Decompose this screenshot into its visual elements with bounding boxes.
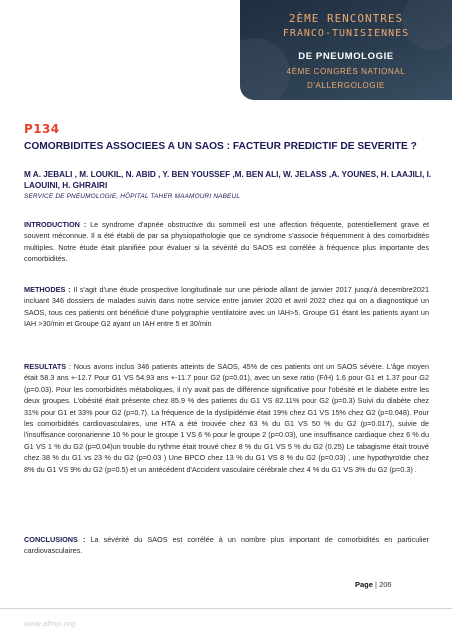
affiliation: SERVICE DE PNEUMOLOGIE, HÔPITAL TAHER MAAMOURI NABEUL bbox=[24, 193, 241, 200]
event-line-1: 2ÈME RENCONTRES bbox=[288, 12, 404, 25]
abstract-title: COMORBIDITES ASSOCIEES A UN SAOS : FACTEUR PREDICTIF DE SEVERITE ? bbox=[24, 141, 417, 152]
banner-decoration bbox=[402, 0, 452, 50]
page-number-value: 206 bbox=[379, 580, 392, 589]
conclusions-section bbox=[24, 534, 429, 557]
section-text: : Nous avons inclus 346 patients atteints de SAOS, 45% de ces patients ont un SAOS sévère. L'âge moyen était 58.3 ans +-12.7 Pour G1 VS 54.93 ans +-11.7 pour G2 (p=0.01), avec un sexe ratio (F/H) 1.6 pour G1 et 1.37 pour G2 (p=0.03). Pour les comorbidités métaboliques, il n'y avait pas de différence significative pour l'obésité et le diabète entre les deux groupes. L'obésité était présente chez 85.9 % des patients du G1 VS 82.11% pour G2 (p=0.3) Suivi du diabète chez 31% pour G1 et 33% pour G2 (p=0.7). La fréquence de la dyslipidémie était 19% chez G1 VS 15% chez G2 (p=0.048). Pour les comorbidités cardiovasculaires, une HTA a été trouvée chez 63 % du G1 VS 50 % du G2 (p=0.017), suivie de l'insuffisance coronarienne 10 % pour le groupe 1 VS 6 % pour le groupe 2 (p=0.03), une insuffisance cardiaque chez 6 % du G1 VS 1 % du G2 (p=0.04)un trouble du rythme était trouvé chez 8 % du G1 VS 5 % du G2 (0.25) Le tabagisme était trouvé chez 38 % du G1 vs 23 % du G2 (p=0.03 ) Une BPCO chez 13 % du G1 VS 8 % du G2 (p=0.03) , une hypothyroïdie chez 8% du G1 VS 9% du G2 (p=0.5) et un antécédent d'Accident vasculaire cérébrale chez 4 % du G1 VS 3% du G2 (p=0.3) . bbox=[24, 362, 430, 474]
event-line-2: FRANCO-TUNISIENNES bbox=[282, 28, 410, 39]
section-text: Il s'agit d'une étude prospective longitudinale sur une période allant de janvier 2017 jusqu'à decembre2021 incluant 346 dossiers de malades suivis dans notre service entre janvier 2020 et avril 2022 chez qui on a diagnostiqué un SAOS, tous ces patients ont bénéficié d'une polygraphie ventilatoire avec un IAH>5. Groupe G1 étant les patients ayant un IAH >30/min et Groupe G2 ayant un IAH entre 5 et 30/min bbox=[24, 285, 430, 329]
section-text: La sévérité du SAOS est corrélée à un nombre plus important de comorbidités en particulier cardiovasculaires. bbox=[24, 535, 429, 556]
section-label: CONCLUSIONS : bbox=[24, 535, 86, 544]
event-line-5: D'ALLERGOLOGIE bbox=[307, 81, 385, 90]
results-section bbox=[24, 361, 429, 475]
introduction-section bbox=[24, 219, 429, 265]
page-number bbox=[355, 580, 392, 589]
event-line-4: 4ÈME CONGRÈS NATIONAL bbox=[286, 67, 406, 76]
author-list: M A. JEBALI , M. LOUKIL, N. ABID , Y. BEN YOUSSEF ,M. BEN ALI, W. JELASS ,A. YOUNES, H. LAAJILI, I. LAOUINI, H. GHRAIRI bbox=[24, 170, 432, 190]
website-link[interactable]: www.aftnp.org bbox=[24, 619, 76, 628]
page-separator: | bbox=[375, 580, 377, 589]
section-text: Le syndrome d'apnée obstructive du sommeil est une affection fréquente, potentiellement grave et souvent méconnue. Il a été établi de par sa physiopathologie que ce syndrome s'associe fréquemment à des comorbidités multiples. Notre étude était planifiée pour évaluer si la sévérité du SAOS est corrélée à fréquence plus importante des comorbidités. bbox=[24, 220, 429, 264]
section-label: METHODES : bbox=[24, 285, 71, 294]
congress-banner bbox=[240, 0, 452, 100]
event-line-3: DE PNEUMOLOGIE bbox=[298, 51, 394, 62]
section-label: RESULTATS bbox=[24, 362, 67, 371]
methods-section bbox=[24, 284, 429, 330]
footer-divider bbox=[0, 608, 452, 609]
abstract-code: P134 bbox=[24, 122, 60, 136]
section-label: INTRODUCTION : bbox=[24, 220, 87, 229]
page-label: Page bbox=[355, 580, 373, 589]
